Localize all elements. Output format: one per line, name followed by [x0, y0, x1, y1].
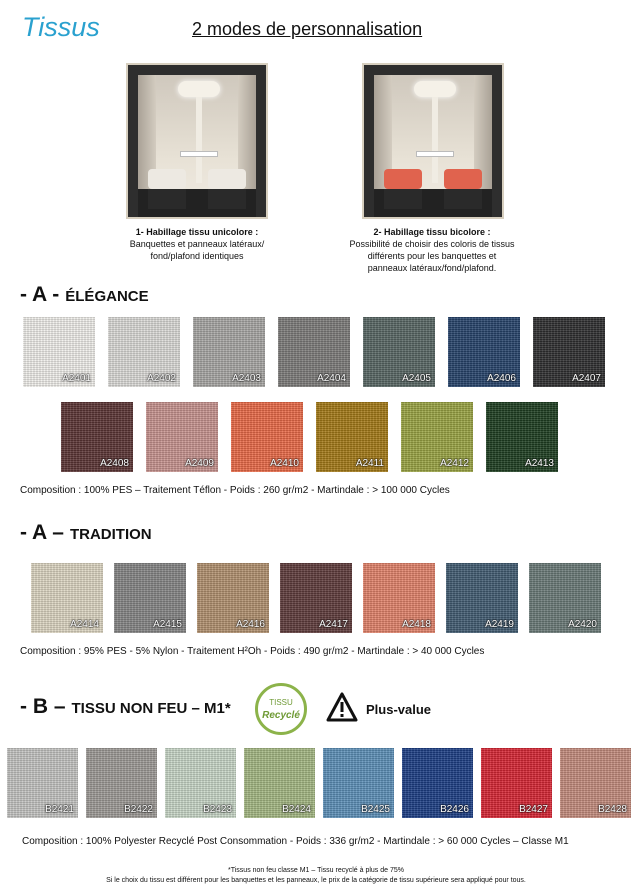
swatch-code: B2425	[361, 804, 390, 815]
section-elegance-heading: - A - ÉLÉGANCE	[20, 283, 149, 306]
plus-value-label: Plus-value	[366, 702, 432, 717]
fabric-swatch[interactable]	[86, 748, 157, 818]
page-title: Tissus	[22, 12, 100, 42]
footnote-1: *Tissus non feu classe M1 – Tissu recyclé à plus de 75%	[228, 867, 404, 874]
fabric-swatch[interactable]	[165, 748, 236, 818]
fabric-swatch[interactable]	[193, 317, 265, 387]
booth-image-unicolore	[126, 63, 268, 219]
fabric-swatch[interactable]	[244, 748, 315, 818]
swatch-code: A2410	[270, 458, 299, 469]
swatch-code: A2409	[185, 458, 214, 469]
fabric-swatch[interactable]	[278, 317, 350, 387]
page-subtitle: 2 modes de personnalisation	[192, 19, 423, 39]
fabric-swatch[interactable]	[486, 402, 558, 472]
swatch-code: B2421	[45, 804, 74, 815]
swatch-code: B2424	[282, 804, 311, 815]
swatch-code: A2402	[147, 373, 176, 384]
swatch-code: A2403	[232, 373, 261, 384]
nonfeu-composition: Composition : 100% Polyester Recyclé Post Consommation - Poids : 336 gr/m2 - Martindale : > 60 000 Cycles – Classe M1	[22, 836, 569, 847]
fabric-swatch[interactable]	[533, 317, 605, 387]
swatch-code: B2426	[440, 804, 469, 815]
mode-caption-2: 2- Habillage tissu bicolore : Possibilité de choisir des coloris de tissus différents pour les banquettes et panneaux latéraux/fond/plafond.	[349, 227, 515, 273]
fabric-swatch[interactable]	[146, 402, 218, 472]
swatch-code: A2419	[485, 619, 514, 630]
fabric-swatch[interactable]	[481, 748, 552, 818]
booth-image-bicolore	[362, 63, 504, 219]
swatch-code: A2404	[317, 373, 346, 384]
fabric-swatch[interactable]	[323, 748, 394, 818]
swatch-code: A2412	[440, 458, 469, 469]
fabric-swatch[interactable]	[402, 748, 473, 818]
footnote-2: Si le choix du tissu est différent pour les banquettes et les panneaux, le prix de la catégorie de tissu supérieure sera appliqué pour tous.	[106, 877, 526, 884]
swatch-code: A2407	[572, 373, 601, 384]
elegance-composition: Composition : 100% PES – Traitement Téflon - Poids : 260 gr/m2 - Martindale : > 100 000 Cycles	[20, 485, 450, 496]
recycled-badge-icon: TISSU Recyclé	[255, 683, 307, 735]
fabric-swatch[interactable]	[401, 402, 473, 472]
swatch-code: B2423	[203, 804, 232, 815]
fabric-swatch[interactable]	[108, 317, 180, 387]
swatch-code: A2406	[487, 373, 516, 384]
bench-right	[444, 169, 482, 189]
swatch-code: A2418	[402, 619, 431, 630]
swatch-code: A2408	[100, 458, 129, 469]
fabric-swatch[interactable]	[316, 402, 388, 472]
fabric-swatch[interactable]	[280, 563, 352, 633]
mode-caption-1: 1- Habillage tissu unicolore : Banquettes et panneaux latéraux/ fond/plafond identiques	[129, 227, 265, 261]
fabric-swatch[interactable]	[61, 402, 133, 472]
fabric-swatch[interactable]	[31, 563, 103, 633]
swatch-code: A2401	[62, 373, 91, 384]
bench-left	[148, 169, 186, 189]
fabric-swatch[interactable]	[529, 563, 601, 633]
swatch-code: A2417	[319, 619, 348, 630]
section-nonfeu-heading: - B – TISSU NON FEU – M1*	[20, 695, 231, 718]
swatch-code: A2415	[153, 619, 182, 630]
swatch-code: A2416	[236, 619, 265, 630]
swatch-code: A2414	[70, 619, 99, 630]
fabric-swatch[interactable]	[114, 563, 186, 633]
fabric-swatch[interactable]	[363, 317, 435, 387]
swatch-code: A2411	[355, 458, 384, 469]
bench-right	[208, 169, 246, 189]
fabric-swatch[interactable]	[446, 563, 518, 633]
fabric-swatch[interactable]	[560, 748, 631, 818]
fabric-swatch[interactable]	[197, 563, 269, 633]
swatch-code: A2405	[402, 373, 431, 384]
bench-left	[384, 169, 422, 189]
swatch-code: B2422	[124, 804, 153, 815]
fabric-swatch[interactable]	[231, 402, 303, 472]
fabric-swatch[interactable]	[7, 748, 78, 818]
swatch-code: A2420	[568, 619, 597, 630]
fabric-swatch[interactable]	[23, 317, 95, 387]
fabric-swatch[interactable]	[363, 563, 435, 633]
swatch-code: B2428	[598, 804, 627, 815]
section-tradition-heading: - A – TRADITION	[20, 521, 152, 544]
swatch-code: B2427	[519, 804, 548, 815]
swatch-code: A2413	[525, 458, 554, 469]
warning-icon	[326, 692, 358, 722]
fabric-swatch[interactable]	[448, 317, 520, 387]
tradition-composition: Composition : 95% PES - 5% Nylon - Traitement H²Oh - Poids : 490 gr/m2 - Martindale : > 40 000 Cycles	[20, 646, 485, 657]
